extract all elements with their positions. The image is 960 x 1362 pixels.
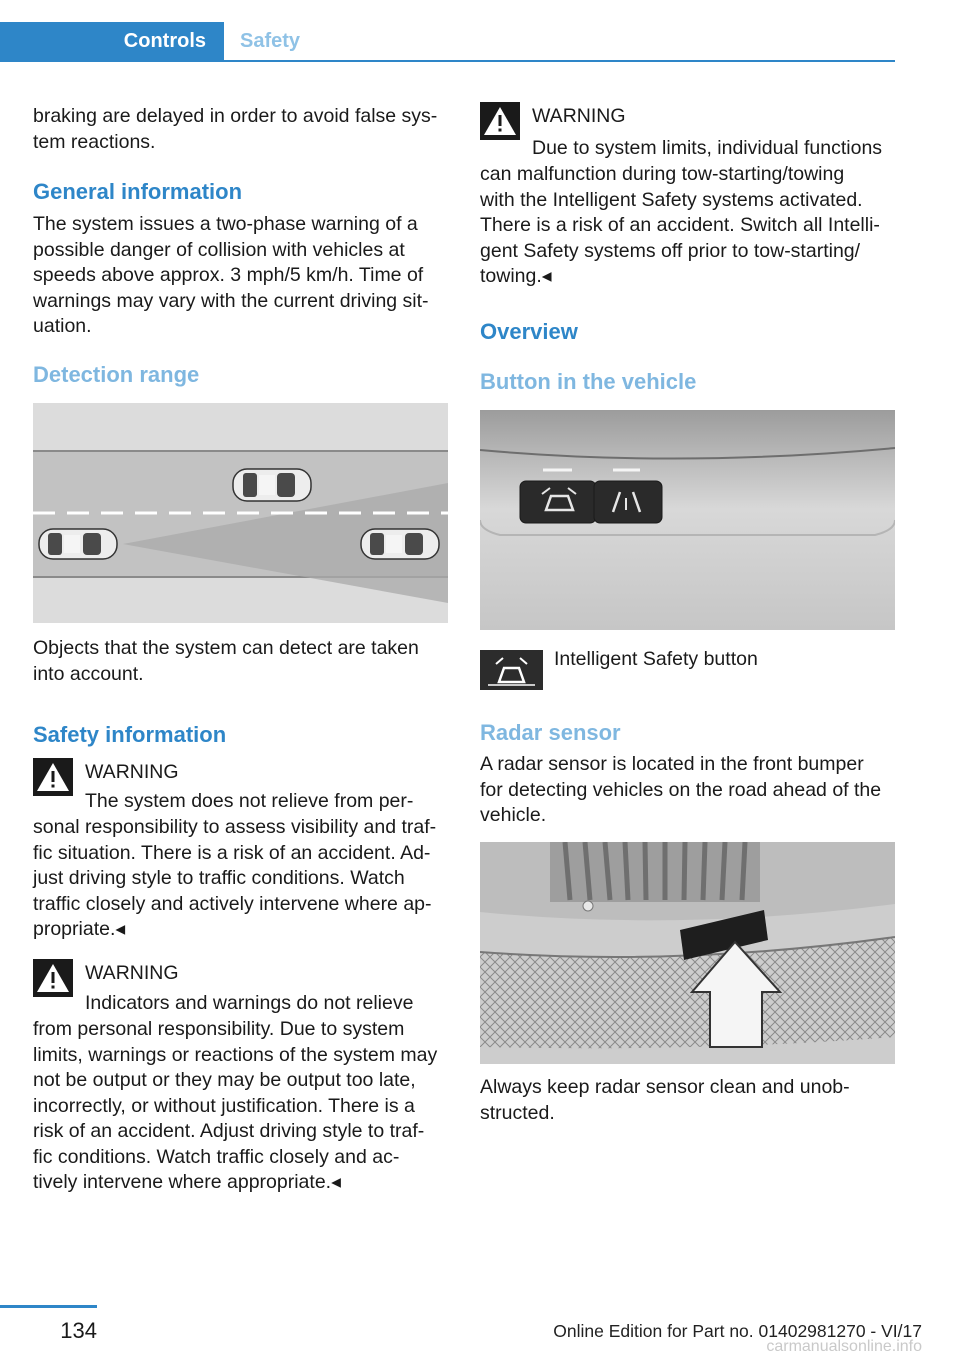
radar-sensor-text: A radar sensor is located in the front bumper for detecting vehicles on the road ahead of the vehicle. (480, 753, 882, 826)
page-number: 134 (60, 1318, 97, 1343)
warning-icon (480, 102, 520, 140)
warning-1-text: sonal responsibility to assess visibility and traf- fic situation. There is a risk of an accident. Ad- just driving style to traffic conditions. Watch traffic closely and actively intervene where ap- propriate.◂ (33, 816, 437, 940)
radar-sensor-heading: Radar sensor (480, 720, 621, 745)
intelligent-safety-button-icon (480, 650, 543, 690)
warning-1-first-line: The system does not relieve from per- (85, 790, 414, 812)
button-in-vehicle-heading: Button in the vehicle (480, 369, 697, 394)
car-warning-icon (480, 650, 543, 690)
detection-range-caption: Objects that the system can detect are taken into account. (33, 637, 419, 685)
edition-note: Online Edition for Part no. 01402981270 - VI/17 (553, 1321, 922, 1341)
general-information-heading: General information (33, 179, 243, 204)
warning-icon (33, 758, 73, 796)
radar-sensor-caption: Always keep radar sensor clean and unob- structed. (480, 1076, 850, 1124)
warning-2-first-line: Indicators and warnings do not relieve (85, 992, 414, 1014)
general-information-text: The system issues a two-phase warning of a possible danger of collision with vehicles at speeds above approx. 3 mph/5 km/h. Time of warnings may vary with the current driving sit- uation. (33, 213, 429, 337)
section-tabs (0, 22, 895, 62)
warning-3-title: WARNING (532, 105, 626, 127)
button-panel-illustration (480, 410, 895, 630)
intelligent-safety-button-caption: Intelligent Safety button (554, 648, 758, 670)
warning-1-title: WARNING (85, 761, 179, 783)
warning-2-title: WARNING (85, 962, 179, 984)
safety-information-heading: Safety information (33, 722, 227, 747)
footer-rule (0, 1305, 97, 1308)
tab-controls[interactable]: Controls (0, 22, 224, 60)
radar-sensor-photo (480, 842, 895, 1064)
overview-heading: Overview (480, 319, 578, 344)
watermark: carmanualsonline.info (766, 1338, 922, 1355)
intro-text: braking are delayed in order to avoid false sys- tem reactions. (33, 105, 438, 153)
detection-range-heading: Detection range (33, 362, 200, 387)
warning-icon (33, 959, 73, 997)
detection-range-diagram (33, 403, 448, 623)
warning-3-text: can malfunction during tow-starting/towing with the Intelligent Safety systems activated. There is a risk of an accident. Switch all Intelli- gent Safety systems off prior to tow-starting/ towing.◂ (480, 163, 880, 287)
warning-3-first-line: Due to system limits, individual functions (532, 137, 883, 159)
detection-range-figure (33, 403, 448, 623)
bumper-illustration (480, 842, 895, 1064)
tab-safety[interactable]: Safety (240, 30, 301, 52)
button-in-vehicle-photo (480, 410, 895, 630)
warning-2-text: from personal responsibility. Due to system limits, warnings or reactions of the system may not be output or they may be output too late, incorrectly, or without justification. There is a risk of an accident. Adjust driving style to traf- fic conditions. Watch traffic closely and ac- tively intervene where appropriate.◂ (33, 1018, 438, 1193)
